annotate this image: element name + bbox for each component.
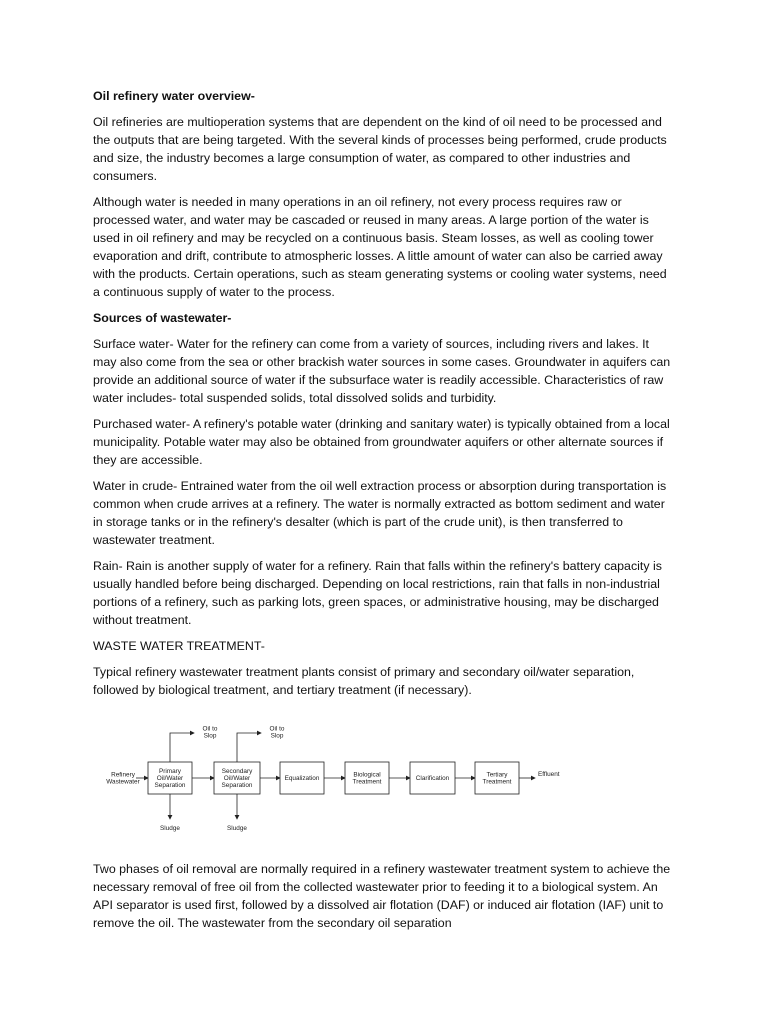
paragraph: Water in crude- Entrained water from the oil well extraction process or absorption during transportation is common when crude arrives at a refinery. The water is normally extracted as bottom sediment and water in storage tanks or in the refinery's desalter (which is part of the crude unit), is then transferred to wastewater treatment. [93,479,667,547]
process-label: Secondary [221,768,253,776]
section-heading: Sources of wastewater- [93,311,232,325]
closing-paragraph [93,860,675,932]
document-body [93,87,675,707]
oil-to-slop-label: Oil to [202,725,218,733]
paragraph: Oil refineries are multioperation systems that are dependent on the kind of oil need to be processed and the outputs that are being targeted. With the several kinds of processes being performed, crude products and size, the industry becomes a large consumption of water, as compared to other industries and consumers. [93,115,667,183]
process-label: Primary [158,768,182,776]
paragraph-after-diagram: Two phases of oil removal are normally required in a refinery wastewater treatment system to achieve the necessary removal of free oil from the collected wastewater prior to feeding it to a biological system. An API separator is used first, followed by a dissolved air flotation (DAF) or induced air flotation (IAF) unit to remove the oil. The wastewater from the secondary oil separation [93,862,671,930]
oil-to-slop-arrow [170,733,194,762]
process-label: Biological [353,771,381,779]
paragraph: Surface water- Water for the refinery can come from a variety of sources, including rivers and lakes. It may also come from the sea or other brackish water sources in some cases. Groundwater in aquifers can provide an additional source of water if the subsurface water is readily accessible. Characteristics of raw water includes- total suspended solids, total dissolved solids and turbidity. [93,337,671,405]
input-label: Wastewater [106,778,140,786]
paragraph: Although water is needed in many operations in an oil refinery, not every process requires raw or processed water, and water may be cascaded or reused in many areas. A large portion of the water is used in oil refinery and may be recycled on a continuous basis. Steam losses, as well as cooling tower evaporation and drift, contribute to atmospheric losses. A little amount of water can also be carried away with the products. Certain operations, such as steam generating systems or cooling water systems, need a continuous supply of water to the process. [93,195,667,299]
wastewater-treatment-flow-diagram [100,720,570,840]
process-label: Oil/Water [156,775,184,783]
effluent-label: Effluent [538,771,560,778]
input-label: Refinery [111,771,135,779]
flow-diagram-svg [100,720,570,840]
process-label: Clarification [415,775,450,783]
paragraph: Rain- Rain is another supply of water for a refinery. Rain that falls within the refinery's battery capacity is usually handled before being discharged. Depending on local restrictions, rain that falls in non-industrial portions of a refinery, such as parking lots, green spaces, or administrative housing, may be discharged without treatment. [93,559,662,627]
section-heading: Oil refinery water overview- [93,89,255,103]
process-label: Oil/Water [223,775,251,783]
process-label: Treatment [352,778,382,786]
section-heading: WASTE WATER TREATMENT- [93,639,265,653]
oil-to-slop-arrow [237,733,261,762]
sludge-label: Sludge [160,825,180,832]
process-label: Separation [154,782,186,790]
process-label: Treatment [482,778,512,786]
oil-to-slop-label: Oil to [269,725,285,733]
process-label: Equalization [284,775,320,783]
oil-to-slop-label: Slop [203,732,217,740]
oil-to-slop-label: Slop [270,732,284,740]
process-label: Separation [221,782,253,790]
paragraph: Purchased water- A refinery's potable water (drinking and sanitary water) is typically obtained from a local municipality. Potable water may also be obtained from groundwater aquifers or other alternate sources if they are accessible. [93,417,670,467]
sludge-label: Sludge [227,825,247,832]
process-label: Tertiary [486,771,508,779]
paragraph: Typical refinery wastewater treatment plants consist of primary and secondary oil/water separation, followed by biological treatment, and tertiary treatment (if necessary). [93,665,635,697]
